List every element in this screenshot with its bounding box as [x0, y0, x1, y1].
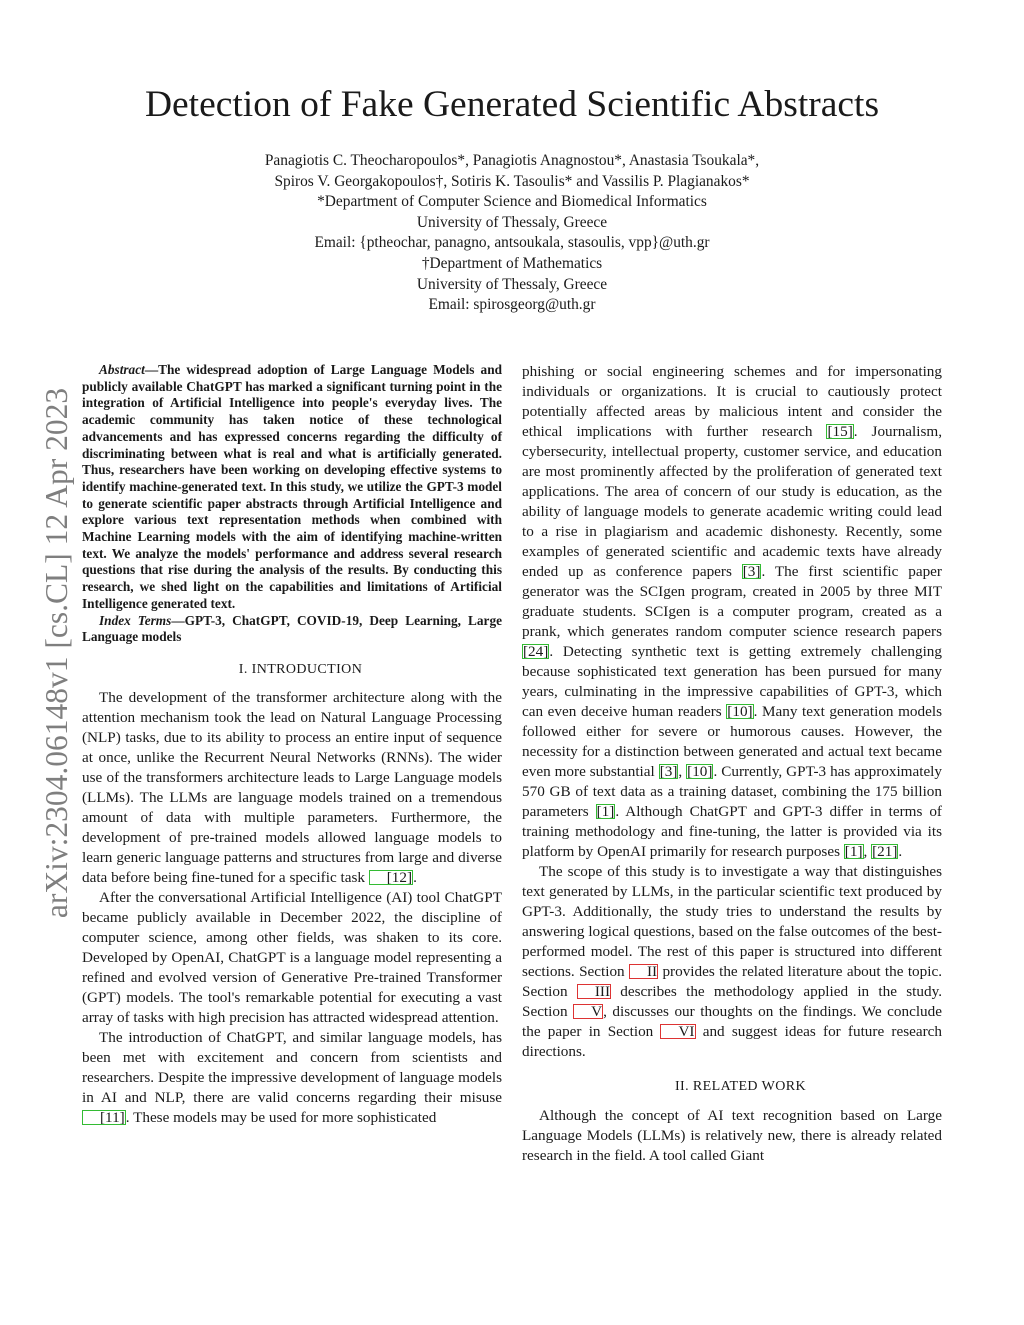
citation-link[interactable]: [3] — [659, 763, 678, 780]
citation-link[interactable]: [10] — [727, 703, 753, 720]
section-link[interactable]: III — [577, 984, 611, 999]
citation-link[interactable]: [1] — [844, 843, 863, 860]
right-column — [522, 362, 942, 1166]
affiliation-2-university: University of Thessaly, Greece — [416, 275, 608, 293]
author-block — [0, 151, 1024, 316]
scope-paragraph: The scope of this study is to investigate a way that distinguishes text generated by LLMs, in the particular scientific text produced by GPT-3. Additionally, the study tries to understand the results by answering logical questions, based on the false outcomes of the best-performed model. The rest of this paper is structured into different sections. Section II provides the related literature about the topic. Section III describes the methodology applied in the study. Section V, discusses our thoughts on the findings. We conclude the paper in Section VI and suggest ideas for future research directions. — [522, 863, 942, 1060]
abstract-text: —The widespread adoption of Large Language Models and publicly available ChatGPT has marked a significant turning point in the integration of Artificial Intelligence into people's everyday lives. The academic community has taken notice of these technological advancements and has expressed concerns regarding the difficulty of discriminating between what is real and what is artificially generated. Thus, researchers have been working on developing effective systems to identify machine-generated text. In this study, we utilize the GPT-3 model to generate scientific paper abstracts through Artificial Intelligence and explore various text representation methods when combined with Machine Learning models with the aim of identifying machine-written text. We analyze the models' performance and address several research questions that rise during the analysis of the results. By conducting this research, we shed light on the capabilities and limitations of Artificial Intelligence generated text. — [82, 362, 502, 611]
intro-continued-paragraph: phishing or social engineering schemes and for impersonating individuals or organizations. It is crucial to cautiously protect potentially affected areas by malicious intent and consider the ethical implications with further research [15]. Journalism, cybersecurity, intellectual property, customer service, and education are most prominently affected by the proliferation of generated text applications. The area of concern of our study is education, as the ability of language models to generate academic writing could lead to a rise in plagiarism and academic dishonesty. Recently, some examples of generated scientific and academic texts have already ended up as conference papers [3]. The first scientific paper generator was the SCIgen program, created in 2005 by three MIT graduate students. SCIgen is a computer program, created as a prank, which generates random computer science research papers [24]. Detecting synthetic text is getting extremely challenging because sophisticated text generation has been pursued for many years, culminating in the impressive capabilities of GPT-3, which can even deceive human readers [10]. Many text generation models followed either for severe or humorous causes. However, the necessity for a distinction between generated and actual text became even more substantial [3], [10]. Currently, GPT-3 has approximately 570 GB of text data as a training dataset, combining the 175 billion parameters [1]. Although ChatGPT and GPT-3 differ in terms of training methodology and fine-tuning, the latter is provided via its platform by OpenAI primarily for research purposes [1], [21]. — [522, 363, 943, 860]
abstract-label: Abstract — [99, 362, 145, 377]
citation-link[interactable]: [15] — [827, 423, 853, 440]
intro-paragraph-1: The development of the transformer architecture along with the attention mechanism took the lead on Natural Language Processing (NLP) tasks, due to its ability to process an entire input of sequence at once, unlike the Recurrent Neural Networks (RNNs). The wider use of the transformers architecture leads to Large Language models (LLMs). The LLMs are language models trained on a tremendous amount of data with multiple parameters. Furthermore, the development of pre-trained models allowed language models to learn generic language patterns and structures from large and diverse data before being fine-tuned for a specific task [12]. — [82, 688, 502, 886]
section-link[interactable]: II — [629, 964, 658, 979]
citation-link[interactable]: [3] — [742, 563, 761, 580]
affiliation-1-email: Email: {ptheochar, panagno, antsoukala, stasoulis, vpp}@uth.gr — [314, 234, 710, 252]
index-terms-text: —GPT-3, ChatGPT, COVID-19, Deep Learning, Large Language models — [82, 612, 502, 645]
citation-link[interactable]: [24] — [523, 643, 549, 660]
affiliation-1-university: University of Thessaly, Greece — [416, 213, 608, 231]
authors-line-1: Panagiotis C. Theocharopoulos*, Panagiotis Anagnostou*, Anastasia Tsoukala*, — [264, 152, 760, 169]
affiliation-1-department: *Department of Computer Science and Biomedical Informatics — [317, 193, 707, 211]
left-column — [82, 362, 502, 1128]
related-work-paragraph: Although the concept of AI text recognition based on Large Language Models (LLMs) is relatively new, there is already related research in the field. A tool called Giant — [522, 1107, 942, 1164]
intro-paragraph-2: After the conversational Artificial Intelligence (AI) tool ChatGPT became publicly available in December 2022, the discipline of computer science, among other fields, was shaken to its core. Developed by OpenAI, ChatGPT is a language model representing a refined and evolved version of Generative Pre-trained Transformer (GPT) models. The tool's remarkable potential for executing a vast array of tasks with high precision has attracted widespread attention. — [82, 888, 502, 1026]
section-heading-introduction: I. INTRODUCTION — [238, 661, 363, 677]
affiliation-2-email: Email: spirosgeorg@uth.gr — [428, 296, 596, 314]
index-terms-label: Index Terms — [99, 612, 172, 628]
citation-link[interactable]: [10] — [687, 763, 713, 780]
section-heading-related-work: II. RELATED WORK — [674, 1079, 806, 1094]
authors-line-2: Spiros V. Georgakopoulos†, Sotiris K. Tasoulis* and Vassilis P. Plagianakos* — [274, 172, 750, 190]
citation-link[interactable]: [21] — [872, 843, 898, 860]
index-terms — [82, 613, 502, 646]
citation-link[interactable]: [11] — [82, 1110, 126, 1125]
section-link[interactable]: V — [573, 1004, 603, 1019]
arxiv-stamp-text: arXiv:2304.06148v1 [cs.CL] 12 Apr 2023 — [39, 387, 74, 919]
citation-link[interactable]: [1] — [596, 803, 615, 820]
affiliation-2-department: †Department of Mathematics — [421, 254, 603, 272]
abstract — [82, 362, 502, 613]
intro-paragraph-3: The introduction of ChatGPT, and similar language models, has been met with excitement and concern from scientists and researchers. Despite the impressive development of language models in AI and NLP, there are valid concerns regarding their misuse [11]. These models may be used for more sophisticated — [82, 1028, 502, 1126]
paper-title: Detection of Fake Generated Scientific Abstracts — [144, 84, 880, 125]
citation-link[interactable]: [12] — [369, 870, 413, 885]
section-link[interactable]: VI — [660, 1024, 695, 1039]
